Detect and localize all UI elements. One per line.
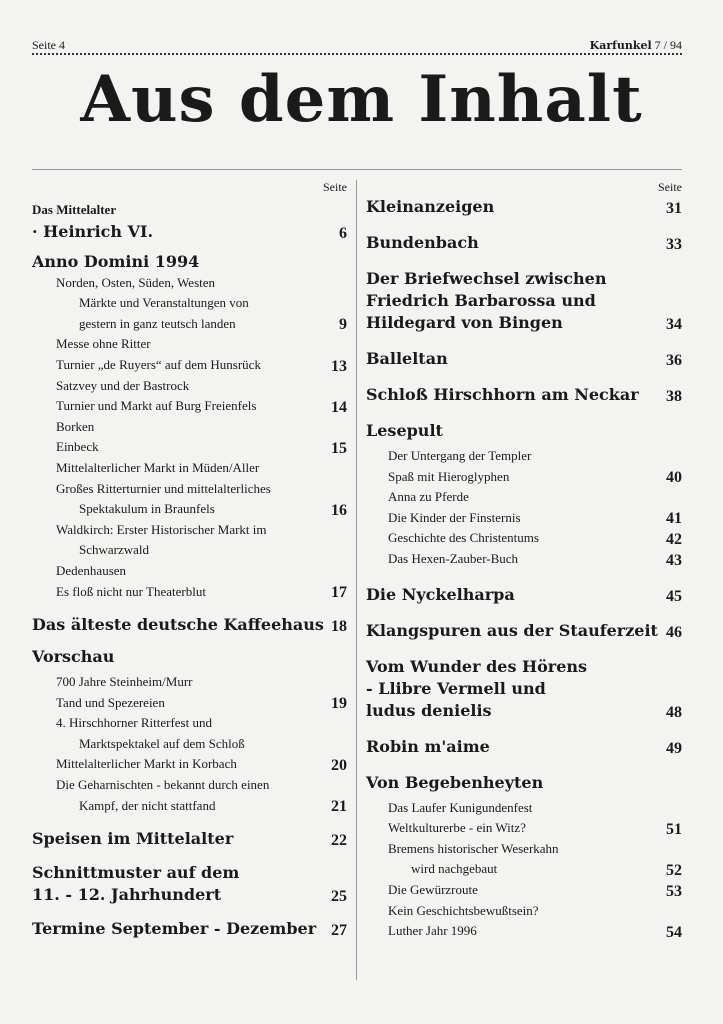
page-ref: 54 — [666, 923, 682, 941]
entry-title: Borken — [56, 418, 95, 434]
section-title: Der Briefwechsel zwischen — [366, 269, 607, 288]
entry-title: Messe ohne Ritter — [56, 336, 151, 352]
entry-title: wird nachgebaut — [411, 861, 498, 877]
toc-entry — [32, 396, 347, 417]
page-ref: 52 — [666, 861, 682, 879]
toc-entry — [366, 268, 682, 290]
section-title: Vorschau — [32, 647, 115, 667]
page-header — [32, 38, 682, 54]
section-title: Das älteste deutsche Kaffeehaus — [32, 615, 324, 635]
entry-title: Dedenhausen — [56, 562, 127, 578]
toc-entry — [32, 862, 347, 884]
section-title: Von Begebenheyten — [366, 772, 544, 792]
page-ref: 45 — [666, 587, 682, 605]
toc-left-column — [32, 180, 347, 940]
toc-entry — [366, 348, 682, 370]
toc-entry — [32, 884, 347, 906]
entry-title: Märkte und Veranstaltungen von — [79, 295, 249, 311]
seite-label-left: Seite — [323, 180, 347, 194]
toc-entry — [366, 656, 682, 678]
toc-entry — [366, 446, 682, 467]
toc-entry — [366, 798, 682, 819]
entry-title: Norden, Osten, Süden, Westen — [56, 274, 216, 290]
page-ref: 53 — [666, 882, 682, 900]
section-title: Speisen im Mittelalter — [32, 829, 234, 849]
entry-title: 4. Hirschhorner Ritterfest und — [56, 715, 212, 731]
section-title: Schloß Hirschhorn am Neckar — [366, 385, 639, 404]
toc-entry — [32, 775, 347, 796]
toc-entry — [32, 458, 347, 479]
entry-title: Turnier „de Ruyers“ auf dem Hunsrück — [56, 356, 261, 372]
toc-entry — [32, 417, 347, 438]
page-ref: 46 — [666, 623, 682, 641]
toc-entry — [32, 754, 347, 775]
page-ref: 14 — [331, 398, 347, 416]
entry-title: Kein Geschichtsbewußtsein? — [388, 902, 539, 918]
toc-entry — [32, 334, 347, 355]
entry-title: Waldkirch: Erster Historischer Markt im — [56, 521, 267, 537]
page-ref: 48 — [666, 703, 682, 721]
entry-title: Die Geharnischten - bekannt durch einen — [56, 777, 270, 793]
entry-title: Weltkulturerbe - ein Witz? — [388, 820, 526, 836]
page-ref: 22 — [331, 832, 347, 850]
entry-title: Marktspektakel auf dem Schloß — [79, 735, 245, 751]
entry-title: Satzvey und der Bastrock — [56, 377, 190, 393]
page-ref: 43 — [666, 551, 682, 569]
section-title: · Heinrich VI. — [32, 221, 154, 241]
section-title: Hildegard von Bingen — [366, 313, 563, 332]
header-dotted-rule — [32, 53, 682, 55]
page-ref: 36 — [666, 352, 682, 369]
toc-entry — [366, 549, 682, 570]
toc-entry — [366, 232, 682, 254]
toc-entry — [366, 736, 682, 758]
entry-title: Geschichte des Christentums — [388, 530, 539, 546]
toc-entry — [32, 713, 347, 734]
entry-title: Luther Jahr 1996 — [388, 923, 477, 939]
toc-entry — [32, 828, 347, 850]
toc-entry — [366, 880, 682, 901]
entry-title: Mittelalterlicher Markt in Müden/Aller — [56, 459, 260, 475]
entry-title: Es floß nicht nur Theaterblut — [56, 583, 206, 599]
section-title: Balleltan — [366, 349, 448, 368]
entry-title: Das Laufer Kunigundenfest — [388, 799, 533, 815]
toc-entry — [32, 355, 347, 376]
toc-entry — [366, 818, 682, 839]
page-ref: 49 — [666, 739, 682, 757]
toc-entry — [32, 273, 347, 294]
entry-title: Das Hexen-Zauber-Buch — [388, 550, 519, 566]
section-title: Die Nyckelharpa — [366, 584, 515, 604]
toc-entry — [366, 290, 682, 312]
section-title: Anno Domini 1994 — [32, 251, 200, 271]
entry-title: Bremens historischer Weserkahn — [388, 840, 559, 856]
toc-entry — [32, 561, 347, 582]
toc-entry — [32, 479, 347, 500]
toc-entry — [366, 678, 682, 700]
toc-entry — [366, 528, 682, 549]
toc-entry — [32, 293, 347, 314]
toc-entry — [32, 672, 347, 693]
toc-entry — [366, 772, 682, 794]
issue-number: 7 / 94 — [654, 38, 682, 52]
section-title: Schnittmuster auf dem — [32, 863, 240, 883]
toc-entry — [366, 384, 682, 406]
toc-entry — [32, 437, 347, 458]
entry-title: Die Gewürzroute — [388, 881, 478, 897]
toc-entry — [32, 499, 347, 520]
toc-entry — [366, 467, 682, 488]
page-ref: 31 — [666, 200, 682, 217]
page-ref: 20 — [331, 757, 347, 775]
entry-title: Tand und Spezereien — [56, 694, 165, 710]
toc-entry — [366, 700, 682, 722]
toc-entry — [32, 200, 347, 221]
toc-entry — [32, 646, 347, 668]
seite-label-right: Seite — [658, 180, 682, 194]
page-ref: 17 — [331, 584, 347, 602]
toc-entry — [32, 376, 347, 397]
section-title: 11. - 12. Jahrhundert — [32, 885, 222, 905]
toc-entry — [32, 614, 347, 636]
toc-right-column — [366, 180, 682, 942]
toc-entry — [366, 901, 682, 922]
page-ref: 15 — [331, 439, 347, 457]
toc-entry — [32, 520, 347, 541]
section-title: Lesepult — [366, 421, 443, 440]
entry-title: 700 Jahre Steinheim/Murr — [56, 674, 193, 690]
section-title: Vom Wunder des Hörens — [366, 656, 588, 676]
entry-title: Turnier und Markt auf Burg Freienfels — [56, 398, 257, 414]
section-title: Termine September - Dezember — [32, 919, 317, 939]
section-title: - Llibre Vermell und — [366, 678, 546, 698]
entry-title: Großes Ritterturnier und mittelalterliches — [56, 480, 271, 496]
entry-title: Die Kinder der Finsternis — [388, 509, 521, 525]
toc-entry — [366, 584, 682, 606]
section-title: Robin m'aime — [366, 736, 490, 756]
toc-entry — [32, 221, 347, 243]
page-ref: 34 — [666, 316, 682, 333]
magazine-name: Karfunkel — [589, 39, 652, 52]
section-title: Friedrich Barbarossa und — [366, 291, 596, 310]
page-ref: 18 — [331, 618, 347, 636]
section-title: Klangspuren aus der Stauferzeit — [366, 620, 658, 640]
page-ref: 33 — [666, 236, 682, 253]
entry-title: Spaß mit Hieroglyphen — [388, 468, 510, 484]
toc-entry — [32, 314, 347, 335]
toc-entry — [366, 312, 682, 334]
entry-title: Der Untergang der Templer — [388, 448, 532, 463]
toc-entry — [366, 839, 682, 860]
page-ref: 40 — [666, 469, 682, 487]
entry-title: Das Mittelalter — [32, 202, 117, 217]
page-ref: 16 — [331, 501, 347, 519]
toc-entry — [32, 582, 347, 603]
section-title: Kleinanzeigen — [366, 197, 495, 216]
page-ref: 25 — [331, 888, 347, 906]
page-ref: 51 — [666, 820, 682, 838]
toc-entry — [366, 420, 682, 442]
page-ref: 19 — [331, 695, 347, 713]
page-ref: 13 — [331, 357, 347, 375]
section-title: ludus denielis — [366, 700, 492, 720]
toc-entry — [366, 487, 682, 508]
toc-entry — [366, 196, 682, 218]
page-ref: 6 — [339, 224, 347, 242]
page-number: Seite 4 — [32, 38, 65, 52]
page-ref: 21 — [331, 798, 347, 816]
toc-entry — [366, 508, 682, 529]
entry-title: Einbeck — [56, 439, 99, 455]
entry-title: Schwarzwald — [79, 542, 150, 558]
toc-entry — [32, 918, 347, 940]
toc-left-list — [32, 200, 347, 940]
column-divider — [356, 180, 357, 980]
entry-title: Anna zu Pferde — [388, 489, 469, 505]
toc-entry — [32, 251, 347, 273]
page-title: Aus dem Inhalt — [80, 62, 643, 137]
toc-entry — [32, 734, 347, 755]
toc-entry — [366, 620, 682, 642]
toc-entry — [32, 693, 347, 714]
toc-right-list — [366, 196, 682, 942]
entry-title: Kampf, der nicht stattfand — [79, 797, 216, 813]
page-ref: 9 — [339, 316, 347, 334]
title-rule — [32, 169, 682, 170]
toc-entry — [366, 921, 682, 942]
toc-entry — [366, 859, 682, 880]
page-ref: 27 — [331, 922, 347, 940]
page-ref: 38 — [666, 388, 682, 405]
entry-title: Mittelalterlicher Markt in Korbach — [56, 756, 237, 772]
toc-entry — [32, 796, 347, 817]
section-title: Bundenbach — [366, 233, 479, 252]
magazine-issue — [590, 38, 682, 53]
page-ref: 42 — [666, 530, 682, 548]
page-ref: 41 — [666, 510, 682, 528]
entry-title: Spektakulum in Braunfels — [79, 501, 215, 517]
entry-title: gestern in ganz teutsch landen — [79, 315, 236, 331]
toc-entry — [32, 540, 347, 561]
